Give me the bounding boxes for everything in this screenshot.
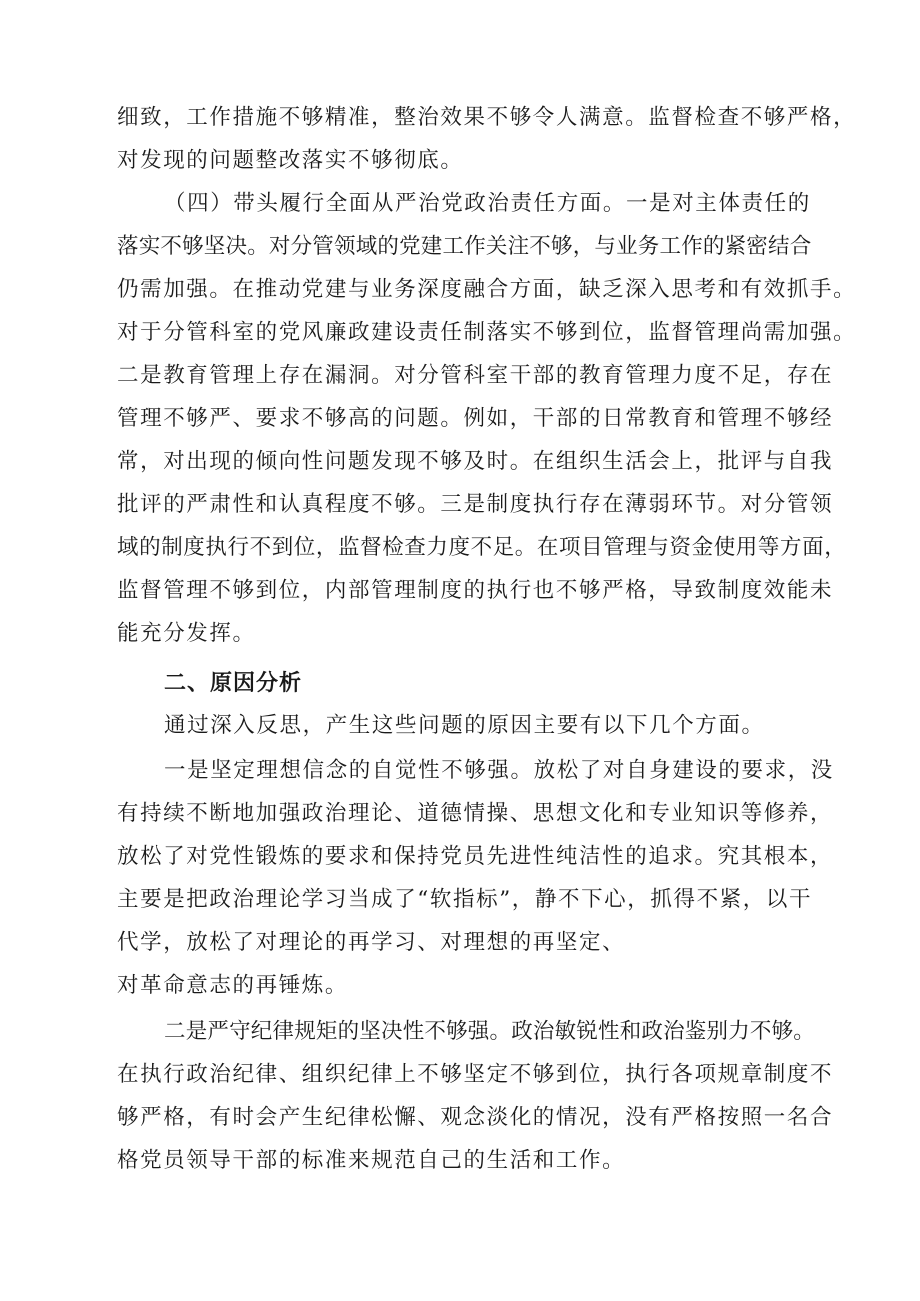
section-heading: 二、原因分析 — [164, 671, 303, 696]
body-line: 放松了对党性锻炼的要求和保持党员先进性纯洁性的追求。究其根本， — [117, 844, 834, 869]
body-line: 监督管理不够到位，内部管理制度的执行也不够严格，导致制度效能未 — [117, 578, 834, 603]
body-line: 落实不够坚决。对分管领域的党建工作关注不够，与业务工作的紧密结合 — [117, 234, 812, 259]
reason-one-line: 一是坚定理想信念的自觉性不够强。放松了对自身建设的要求，没 — [164, 758, 834, 783]
section-four-line: （四）带头履行全面从严治党政治责任方面。一是对主体责任的 — [164, 191, 811, 216]
body-line: 主要是把政治理论学习当成了“软指标”，静不下心，抓得不紧，以干 — [117, 887, 813, 912]
body-line: 格党员领导干部的标准来规范自己的生活和工作。 — [117, 1148, 626, 1173]
body-line: 对发现的问题整改落实不够彻底。 — [117, 148, 464, 173]
body-line: 二是教育管理上存在漏洞。对分管科室干部的教育管理力度不足，存在 — [117, 363, 834, 388]
intro-line: 通过深入反思，产生这些问题的原因主要有以下几个方面。 — [164, 713, 765, 738]
body-line: 在执行政治纪律、组织纪律上不够坚定不够到位，执行各项规章制度不 — [117, 1062, 834, 1087]
body-line: 批评的严肃性和认真程度不够。三是制度执行存在薄弱环节。对分管领 — [117, 492, 834, 517]
body-line: 有持续不断地加强政治理论、道德情操、思想文化和专业知识等修养， — [117, 801, 834, 826]
body-line: 够严格，有时会产生纪律松懈、观念淡化的情况，没有严格按照一名合 — [117, 1105, 834, 1130]
body-line: 对革命意志的再锤炼。 — [117, 973, 349, 998]
body-line: 代学，放松了对理论的再学习、对理想的再坚定、 — [117, 930, 626, 955]
body-line: 域的制度执行不到位，监督检查力度不足。在项目管理与资金使用等方面， — [117, 535, 847, 560]
body-line: 仍需加强。在推动党建与业务深度融合方面，缺乏深入思考和有效抓手。 — [117, 277, 857, 302]
body-line: 对于分管科室的党风廉政建设责任制落实不够到位，监督管理尚需加强。 — [117, 320, 857, 345]
body-line: 细致，工作措施不够精准，整治效果不够令人满意。监督检查不够严格， — [117, 105, 857, 130]
body-line: 常，对出现的倾向性问题发现不够及时。在组织生活会上，批评与自我 — [117, 449, 834, 474]
body-line: 管理不够严、要求不够高的问题。例如，干部的日常教育和管理不够经 — [117, 406, 834, 431]
body-line: 能充分发挥。 — [117, 621, 256, 646]
reason-two-line: 二是严守纪律规矩的坚决性不够强。政治敏锐性和政治鉴别力不够。 — [164, 1019, 816, 1044]
